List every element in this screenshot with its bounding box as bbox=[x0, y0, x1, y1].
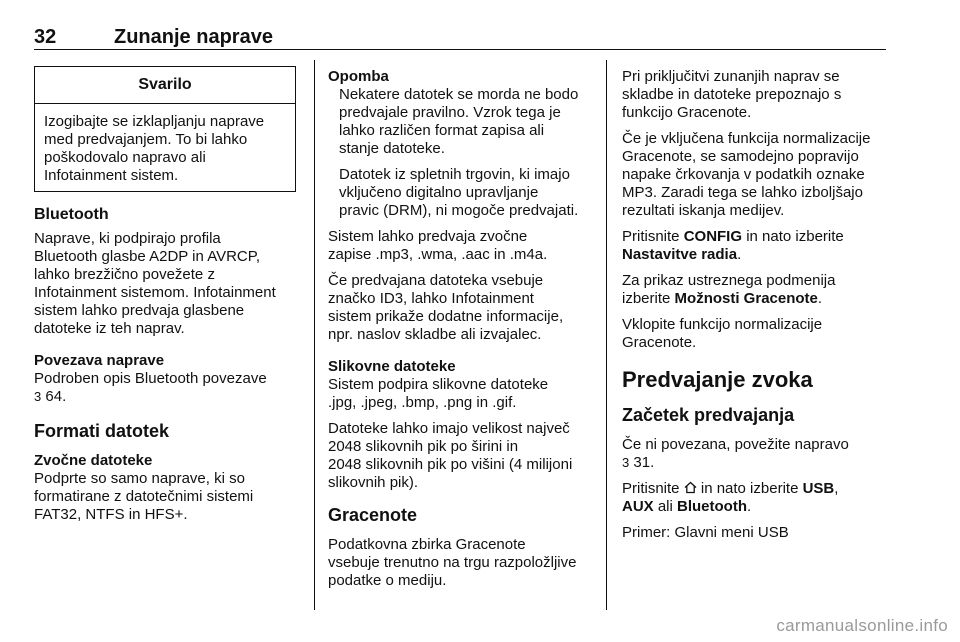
bluetooth-option-label: Bluetooth bbox=[677, 498, 747, 515]
enable-normalization-text: Vklopite funkcijo normalizacije Gracenote. bbox=[622, 316, 823, 351]
audio-files-heading: Zvočne datoteke bbox=[34, 452, 153, 469]
device-connection-text bbox=[34, 370, 304, 406]
gracenote-text: Podatkovna zbirka Gracenote vsebuje trenutno na trgu razpoložljive podatke o mediju. bbox=[328, 536, 577, 589]
page-title: Zunanje naprave bbox=[114, 26, 273, 48]
watermark: carmanualsonline.info bbox=[776, 616, 948, 635]
column-1 bbox=[34, 204, 304, 532]
bluetooth-text: Naprave, ki podpirajo profila Bluetooth glasbe A2DP in AVRCP, lahko brezžično povežete z Infotainment sistemom. Infotainment sistem lahko predvaja glasbene datoteke iz teh naprav. bbox=[34, 230, 276, 337]
file-formats-heading: Formati datotek bbox=[34, 421, 170, 441]
gracenote-heading: Gracenote bbox=[328, 505, 418, 525]
bluetooth-heading: Bluetooth bbox=[34, 206, 109, 223]
header-divider bbox=[34, 49, 886, 50]
column-3 bbox=[622, 68, 890, 550]
device-connection-description: Podroben opis Bluetooth povezave bbox=[34, 370, 267, 387]
audio-playback-heading: Predvajanje zvoka bbox=[622, 367, 813, 392]
image-size-text: Datoteke lahko imajo velikost največ 2048 slikovnih pik po širini in 2048 slikovnih pik po višini (4 milijoni slikovnih pik). bbox=[328, 420, 573, 491]
aux-option-label: AUX bbox=[622, 498, 654, 515]
gracenote-recognition-text: Pri priključitvi zunanjih naprav se skladbe in datoteke prepoznajo s funkcijo Gracenote. bbox=[622, 68, 842, 121]
note-heading: Opomba bbox=[328, 68, 389, 85]
page-header bbox=[34, 26, 886, 50]
note-text-2: Datotek iz spletnih trgovin, ki imajo vključeno digitalno upravljanje pravic (DRM), ni mogoče predvajati. bbox=[339, 166, 579, 219]
page-number: 32 bbox=[34, 26, 57, 48]
select-source-instruction: Pritisnite in nato izberite USB, AUX ali Bluetooth. bbox=[622, 480, 839, 515]
submenu-instruction: Za prikaz ustreznega podmenija izberite Možnosti Gracenote. bbox=[622, 272, 836, 307]
connect-device-text: Če ni povezana, povežite napravo 3 31. bbox=[622, 436, 849, 471]
page-reference-icon: 3 bbox=[34, 389, 42, 404]
warning-text: Izogibajte se izklapljanju naprave med predvajanjem. To bi lahko poškodovalo napravo ali Infotainment sistem. bbox=[44, 113, 265, 184]
page-reference-link[interactable]: 64. bbox=[45, 388, 67, 405]
config-instruction: Pritisnite CONFIG in nato izberite Nastavitve radia. bbox=[622, 228, 844, 263]
audio-files-text: Podprte so samo naprave, ki so formatirane z datotečnimi sistemi FAT32, NTFS in HFS+. bbox=[34, 470, 254, 523]
column-divider-left bbox=[314, 60, 315, 610]
gracenote-options-menu-label: Možnosti Gracenote bbox=[674, 290, 818, 307]
column-divider-right bbox=[606, 60, 607, 610]
image-files-heading: Slikovne datoteke bbox=[328, 358, 456, 375]
gracenote-normalization-text: Če je vključena funkcija normalizacije Gracenote, se samodejno popravijo napake črkovanja v podatkih oznake MP3. Zaradi tega se lahko izboljšajo rezultati iskanja medijev. bbox=[622, 130, 871, 219]
start-playback-heading: Začetek predvajanja bbox=[622, 405, 795, 425]
id3-text: Če predvajana datoteka vsebuje značko ID3, lahko Infotainment sistem prikaže dodatne informacije, npr. naslov skladbe ali izvajalec. bbox=[328, 272, 564, 343]
usb-option-label: USB bbox=[802, 480, 835, 497]
page-reference-link[interactable]: 31. bbox=[633, 454, 655, 471]
config-button-label: CONFIG bbox=[683, 228, 743, 245]
note-text-1: Nekatere datotek se morda ne bodo predvajale pravilno. Vzrok tega je lahko različen format zapisa ali stanje datoteke. bbox=[339, 86, 579, 157]
example-caption: Primer: Glavni meni USB bbox=[622, 524, 789, 541]
radio-settings-menu-label: Nastavitve radia bbox=[622, 246, 738, 263]
device-connection-heading: Povezava naprave bbox=[34, 352, 165, 369]
warning-title: Svarilo bbox=[35, 67, 295, 104]
warning-box bbox=[34, 66, 296, 192]
column-2 bbox=[328, 68, 598, 598]
home-icon bbox=[684, 481, 697, 494]
page-reference-icon: 3 bbox=[622, 455, 630, 470]
supported-formats-text: Sistem lahko predvaja zvočne zapise .mp3, .wma, .aac in .m4a. bbox=[328, 228, 548, 263]
image-files-text: Sistem podpira slikovne datoteke .jpg, .jpeg, .bmp, .png in .gif. bbox=[328, 376, 549, 411]
